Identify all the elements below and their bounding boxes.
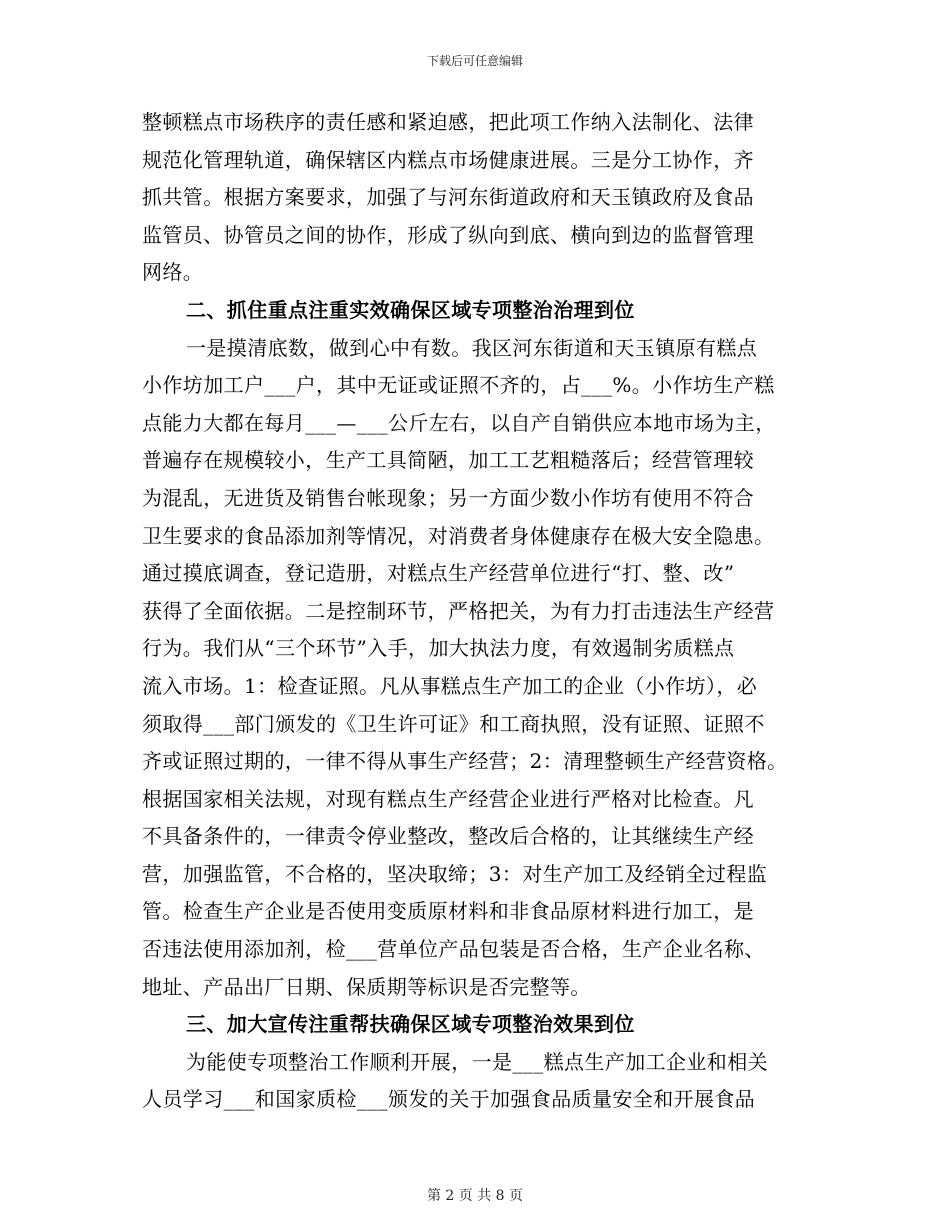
- text-line: 规范化管理轨道，确保辖区内糕点市场健康进展。三是分工协作，齐: [142, 147, 754, 172]
- text-line: 营，加强监管，不合格的，坚决取缔；3：对生产加工及经销全过程监: [142, 861, 768, 886]
- text-line: 网络。: [142, 260, 204, 285]
- text-line: 为能使专项整治工作顺利开展，一是___糕点生产加工企业和相关: [186, 1049, 768, 1074]
- text-line: 行为。我们从“三个环节”入手，加大执法力度，有效遏制劣质糕点: [142, 636, 735, 661]
- text-line: 地址、产品出厂日期、保质期等标识是否完整等。: [142, 974, 591, 999]
- text-line: 整顿糕点市场秩序的责任感和紧迫感，把此项工作纳入法制化、法律: [142, 110, 754, 134]
- text-line: 抓共管。根据方案要求，加强了与河东街道政府和天玉镇政府及食品: [142, 185, 754, 210]
- document-body: [142, 104, 822, 1119]
- text-line: 管。检查生产企业是否使用变质原材料和非食品原材料进行加工，是: [142, 899, 754, 924]
- section-heading: 二、抓住重点注重实效确保区域专项整治治理到位: [186, 297, 635, 322]
- page-footer: 第 2 页 共 8 页: [426, 1188, 524, 1204]
- text-line: 一是摸清底数，做到心中有数。我区河东街道和天玉镇原有糕点: [186, 335, 758, 360]
- text-line: 监管员、协管员之间的协作，形成了纵向到底、横向到边的监督管理: [142, 222, 754, 247]
- text-line: 点能力大都在每月___—___公斤左右，以自产自销供应本地市场为主，: [142, 410, 776, 435]
- text-line: 否违法使用添加剂，检___营单位产品包装是否合格，生产企业名称、: [142, 937, 765, 962]
- text-line: 普遍存在规模较小，生产工具简陋，加工工艺粗糙落后；经营管理较: [142, 448, 754, 473]
- text-line: 获得了全面依据。二是控制环节，严格把关，为有力打击违法生产经营: [142, 598, 775, 623]
- section-heading: 三、加大宣传注重帮扶确保区域专项整治效果到位: [186, 1012, 635, 1037]
- page-header: 下载后可任意编辑: [426, 54, 523, 68]
- text-line: 齐或证照过期的，一律不得从事生产经营；2：清理整顿生产经营资格。: [142, 749, 788, 774]
- text-line: 流入市场。1：检查证照。凡从事糕点生产加工的企业（小作坊），必: [142, 673, 758, 698]
- text-line: 通过摸底调查，登记造册，对糕点生产经营单位进行“打、整、改”: [142, 561, 735, 586]
- text-line: 为混乱，无进货及销售台帐现象；另一方面少数小作坊有使用不符合: [142, 485, 754, 510]
- text-line: 小作坊加工户___户，其中无证或证照不齐的，占___%。小作坊生产糕: [142, 373, 775, 398]
- text-line: 不具备条件的，一律责令停业整改，整改后合格的，让其继续生产经: [142, 824, 754, 849]
- text-line: 人员学习___和国家质检___颁发的关于加强食品质量安全和开展食品: [142, 1087, 756, 1112]
- text-line: 卫生要求的食品添加剂等情况，对消费者身体健康存在极大安全隐患。: [142, 523, 775, 548]
- text-line: 须取得___部门颁发的《卫生许可证》和工商执照，没有证照、证照不: [142, 711, 765, 736]
- text-line: 根据国家相关法规，对现有糕点生产经营企业进行严格对比检查。凡: [142, 786, 754, 811]
